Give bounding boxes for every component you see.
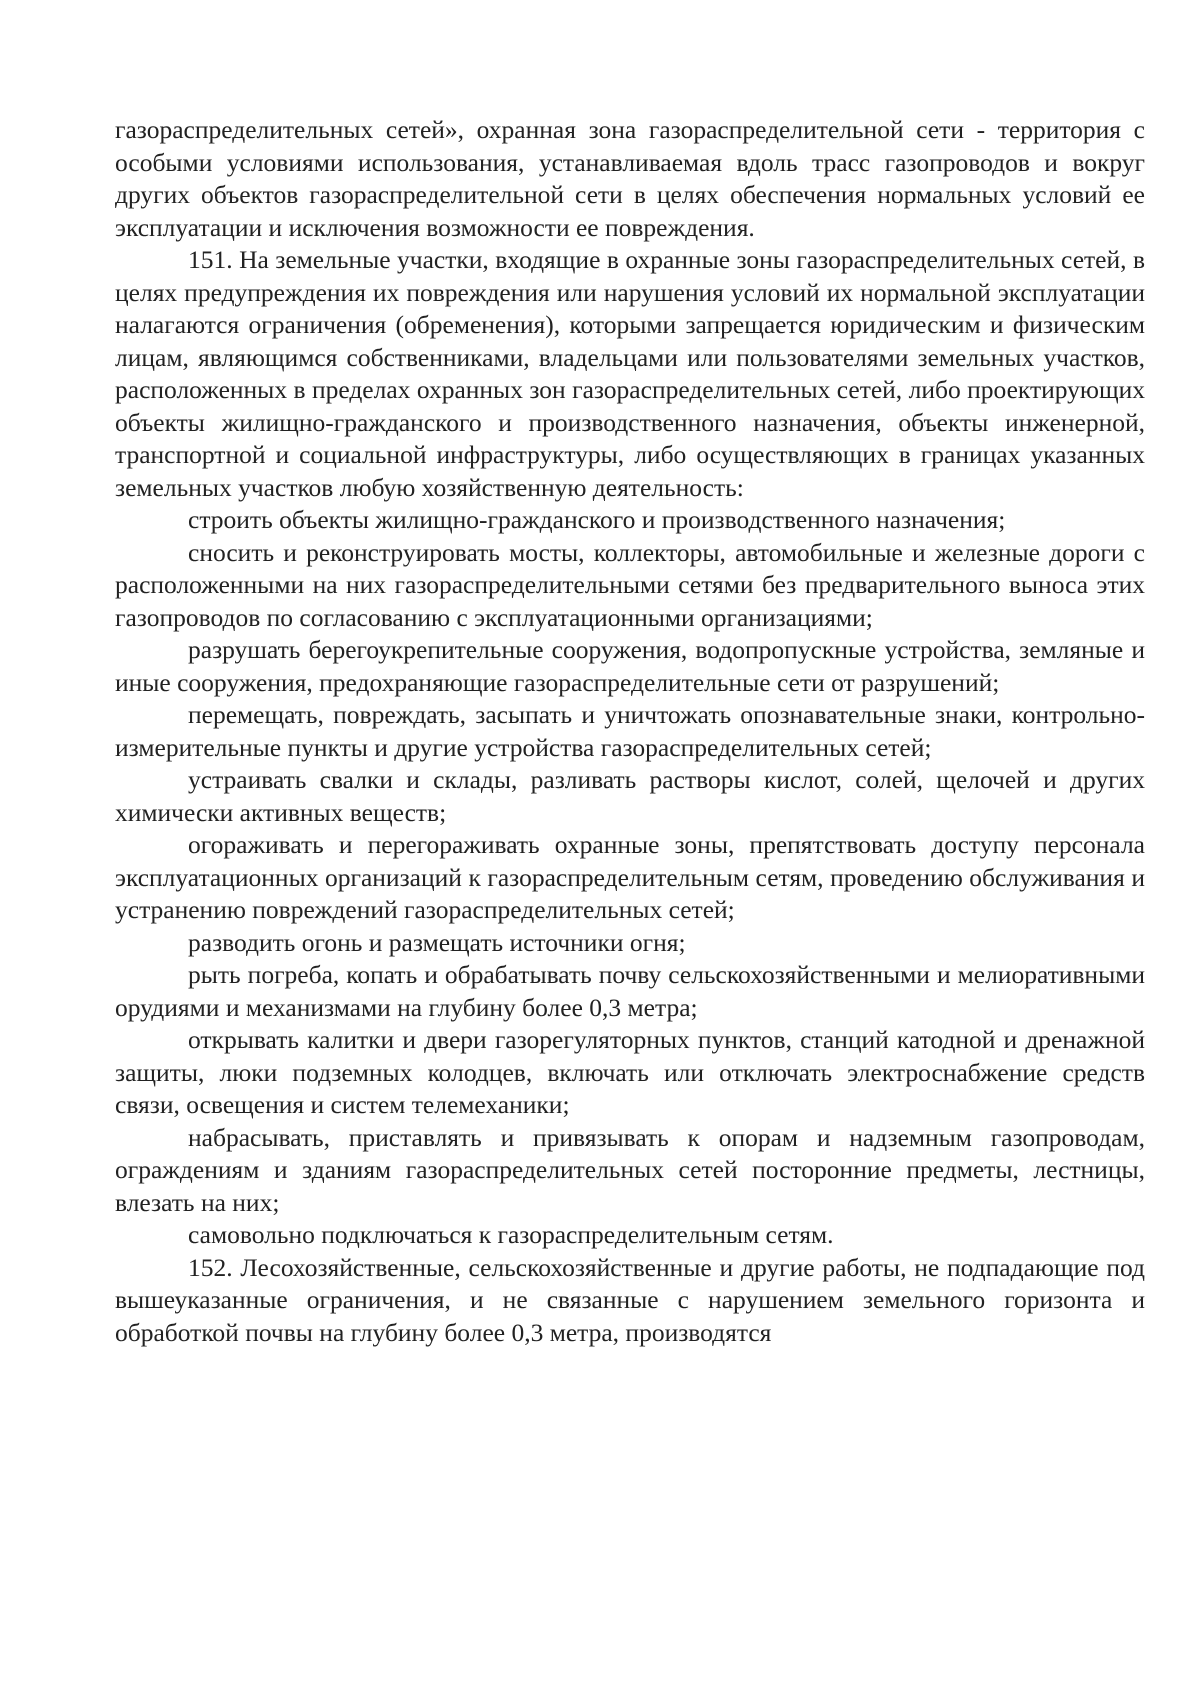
list-item-restriction: огораживать и перегораживать охранные зоны, препятствовать доступу персонала эксплуатационных организаций к газораспределительным сетям, проведению обслуживания и устранению повреждений газораспределительных сетей; bbox=[115, 830, 1145, 924]
list-item-restriction: строить объекты жилищно-гражданского и производственного назначения; bbox=[188, 505, 1006, 534]
paragraph-clause-151: 151. На земельные участки, входящие в охранные зоны газораспределительных сетей, в целях предупреждения их повреждения или нарушения условий их нормальной эксплуатации налагаются ограничения (обременения), которыми запрещается юридическим и физическим лицам, являющимся собственниками, владельцами или пользователями земельных участков, расположенных в пределах охранных зон газораспределительных сетей, либо проектирующих объекты жилищно-гражданского и производственного назначения, объекты инженерной, транспортной и социальной инфраструктуры, либо осуществляющих в границах указанных земельных участков любую хозяйственную деятельность: bbox=[115, 245, 1145, 502]
list-item-restriction: сносить и реконструировать мосты, коллекторы, автомобильные и железные дороги с расположенными на них газораспределительными сетями без предварительного выноса этих газопроводов по согласованию с эксплуатационными организациями; bbox=[115, 537, 1145, 632]
paragraph-clause-152: 152. Лесохозяйственные, сельскохозяйственные и другие работы, не подпадающие под вышеуказанные ограничения, и не связанные с нарушением земельного горизонта и обработкой почвы на глубину более 0,3 метра, производятся bbox=[115, 1252, 1145, 1347]
list-item-restriction: набрасывать, приставлять и привязывать к опорам и надземным газопроводам, ограждениям и зданиям газораспределительных сетей посторонние предметы, лестницы, влезать на них; bbox=[115, 1122, 1145, 1217]
list-item-restriction: рыть погреба, копать и обрабатывать почву сельскохозяйственными и мелиоративными орудиями и механизмами на глубину более 0,3 метра; bbox=[115, 960, 1145, 1022]
list-item-restriction: устраивать свалки и склады, разливать растворы кислот, солей, щелочей и других химически активных веществ; bbox=[115, 765, 1145, 827]
list-item-restriction: открывать калитки и двери газорегуляторных пунктов, станций катодной и дренажной защиты, люки подземных колодцев, включать или отключать электроснабжение средств связи, освещения и систем телемеханики; bbox=[115, 1025, 1145, 1119]
paragraph-continuation: газораспределительных сетей», охранная зона газораспределительной сети - территория с особыми условиями использования, устанавливаемая вдоль трасс газопроводов и вокруг других объектов газораспределительной сети в целях обеспечения нормальных условий ее эксплуатации и исключения возможности ее повреждения. bbox=[115, 115, 1145, 242]
list-item-restriction: самовольно подключаться к газораспределительным сетям. bbox=[188, 1220, 834, 1249]
document-page bbox=[115, 114, 1145, 1349]
list-item-restriction: разводить огонь и размещать источники огня; bbox=[188, 927, 686, 957]
list-item-restriction: разрушать берегоукрепительные сооружения, водопропускные устройства, земляные и иные сооружения, предохраняющие газораспределительные сети от разрушений; bbox=[115, 635, 1145, 697]
list-item-restriction: перемещать, повреждать, засыпать и уничтожать опознавательные знаки, контрольно-измерительные пункты и другие устройства газораспределительных сетей; bbox=[115, 700, 1145, 762]
